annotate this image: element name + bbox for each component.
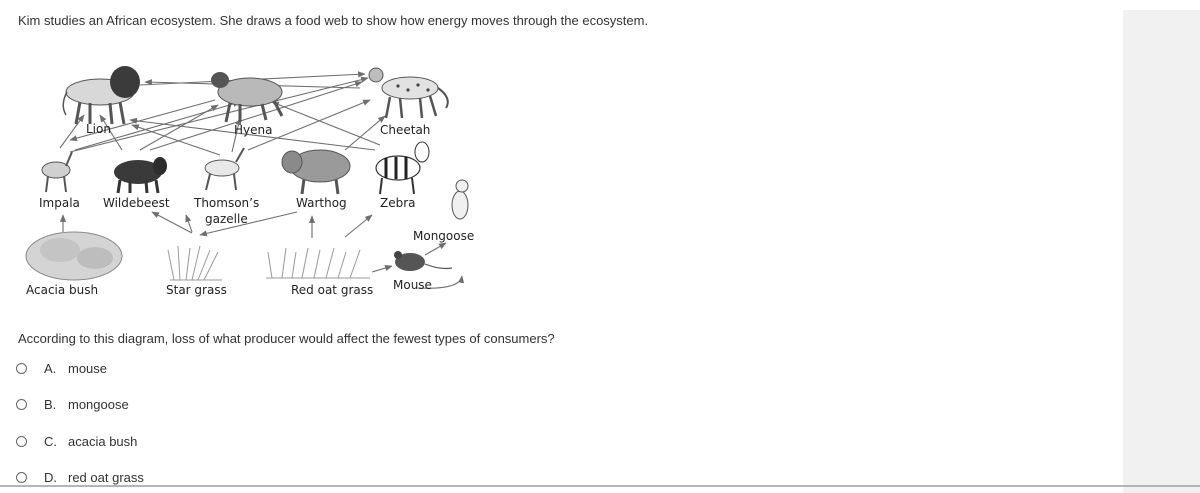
- option-a-text: mouse: [68, 360, 108, 376]
- star-grass-picture: [168, 246, 222, 280]
- option-c-text: acacia bush: [68, 433, 138, 449]
- label-lion: Lion: [86, 122, 111, 136]
- cheetah-picture: [369, 68, 448, 118]
- option-d-text: red oat grass: [68, 469, 144, 485]
- option-a-radio[interactable]: [16, 363, 27, 374]
- option-b[interactable]: [16, 394, 129, 414]
- question-text: According to this diagram, loss of what producer would affect the fewest types of consumers?: [18, 331, 555, 346]
- impala-picture: [42, 152, 72, 192]
- arrow-zebra-to-hyena: [272, 102, 380, 145]
- zebra-picture: [376, 142, 429, 194]
- option-c-letter: C.: [44, 433, 57, 449]
- option-b-text: mongoose: [68, 396, 129, 412]
- label-wildebeest: Wildebeest: [103, 196, 170, 210]
- acacia-bush-picture: [26, 232, 122, 280]
- label-acacia-bush: Acacia bush: [26, 283, 99, 297]
- option-a[interactable]: [16, 358, 107, 378]
- warthog-picture: [282, 150, 350, 194]
- label-hyena: Hyena: [234, 123, 273, 137]
- lion-picture: [63, 66, 140, 124]
- arrow-impala-to-lion: [60, 115, 84, 148]
- label-star-grass: Star grass: [166, 283, 227, 297]
- arrow-redoat-to-mouse: [372, 266, 392, 272]
- label-impala: Impala: [39, 196, 80, 210]
- label-thomsons: Thomson’s: [194, 196, 260, 210]
- option-b-radio[interactable]: [16, 399, 27, 410]
- intro-text: Kim studies an African ecosystem. She draws a food web to show how energy moves through the ecosystem.: [18, 13, 649, 28]
- arrow-stargrass-to-gazelle: [186, 215, 192, 232]
- option-a-letter: A.: [44, 360, 57, 376]
- option-d-radio[interactable]: [16, 472, 27, 483]
- option-c-radio[interactable]: [16, 436, 27, 447]
- label-cheetah: Cheetah: [380, 123, 431, 137]
- label-warthog: Warthog: [296, 196, 347, 210]
- label-mongoose: Mongoose: [413, 229, 475, 243]
- wildebeest-picture: [114, 157, 167, 193]
- mouse-picture: [394, 251, 452, 271]
- arrow-redoat-to-zebra: [345, 215, 372, 237]
- label-gazelle: gazelle: [205, 212, 248, 226]
- food-web-diagram: [0, 0, 700, 305]
- option-b-letter: B.: [44, 396, 57, 412]
- option-d[interactable]: [16, 467, 144, 487]
- label-mouse: Mouse: [393, 278, 432, 292]
- label-red-oat-grass: Red oat grass: [291, 283, 374, 297]
- mongoose-picture: [452, 180, 468, 219]
- bottom-divider: [0, 485, 1200, 487]
- gazelle-picture: [205, 148, 244, 190]
- option-d-letter: D.: [44, 469, 57, 485]
- right-side-panel: [1123, 10, 1200, 493]
- label-zebra: Zebra: [380, 196, 416, 210]
- option-c[interactable]: [16, 431, 137, 451]
- arrow-mouse-to-mongoose: [425, 243, 446, 255]
- red-oat-grass-picture: [266, 248, 370, 278]
